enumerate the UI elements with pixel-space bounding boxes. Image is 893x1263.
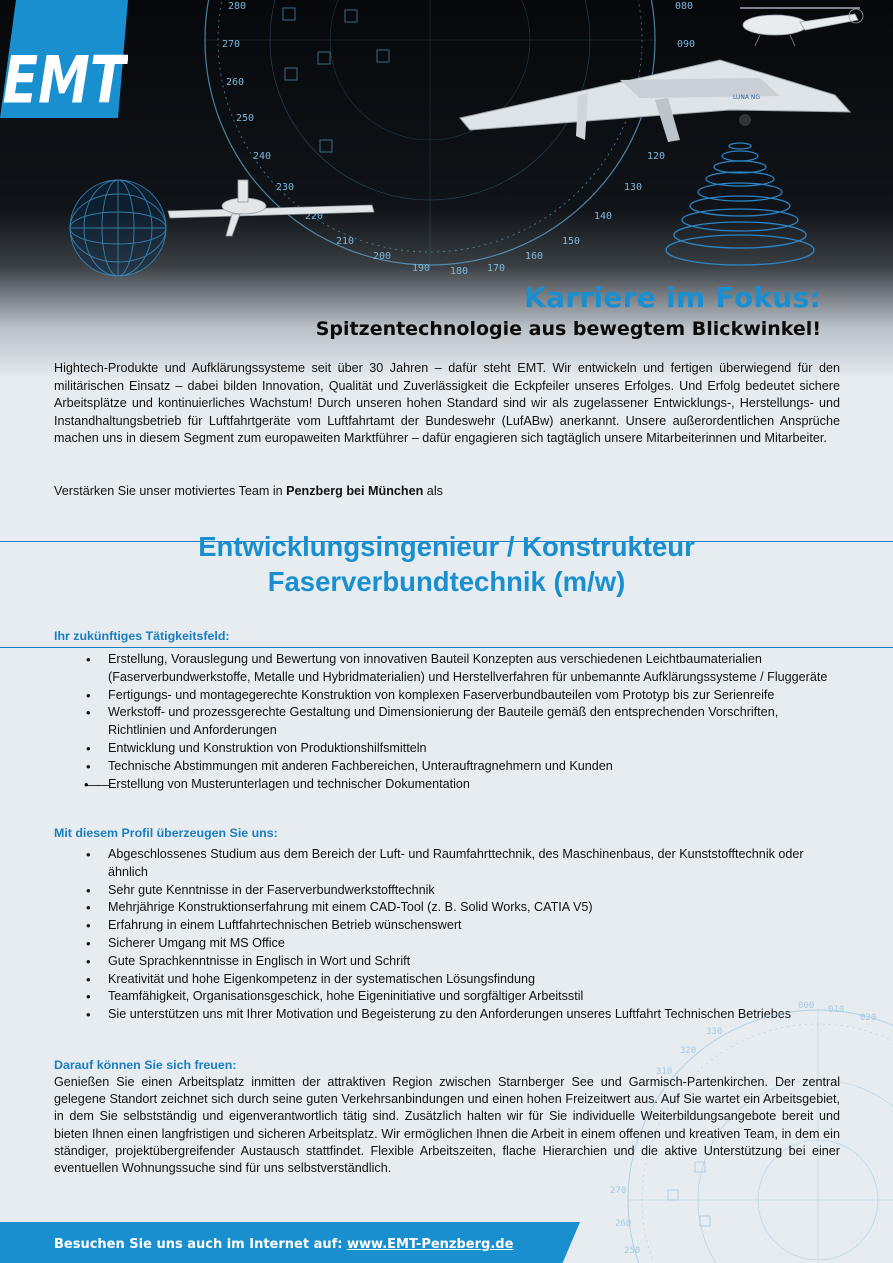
radar-tick: 150: [562, 236, 581, 247]
radar-tick: 270: [610, 1186, 627, 1196]
drone-small-icon: [168, 180, 374, 236]
tasks-list: [86, 651, 836, 793]
radar-tick: 160: [525, 251, 544, 262]
radar-tick: 260: [226, 77, 245, 88]
radar-tick: 250: [624, 1246, 641, 1256]
radar-tick: 270: [222, 39, 241, 50]
job-title: [0, 529, 893, 599]
radar-tick: 170: [487, 263, 506, 274]
list-item: • Entwicklung und Konstruktion von Produktionshilfsmitteln: [86, 740, 836, 758]
radar-tick: 120: [647, 151, 666, 162]
globe-icon: [70, 180, 166, 276]
list-item: •—— Erstellung von Musterunterlagen und technischer Dokumentation: [86, 776, 836, 794]
intro-paragraph: Hightech-Produkte und Aufklärungssysteme seit über 30 Jahren – dafür steht EMT. Wir entwickeln und fertigen überwiegend für den militärischen Einsatz – dabei bilden Innovation, Qualität und Zuverlässigkeit die Eckpfeiler unseres Erfolges. Und Erfolg bedeutet sichere Arbeitsplätze und kontinuierliches Wachstum! Durch unseren hohen Standard sind wir als zugelassener Entwicklungs-, Herstellungs- und Instandhaltungsbetrieb für Luftfahrtgeräte vom Luftfahrtamt der Bundeswehr (LufABw) anerkannt. Unsere außerordentlichen Ansprüche machen uns in diesem Segment zum europaweiten Marktführer – dafür engagieren sich tagtäglich unsere Mitarbeiterinnen und Mitarbeiter.: [54, 361, 840, 446]
benefits-paragraph: Genießen Sie einen Arbeitsplatz inmitten der attraktiven Region zwischen Starnberger See und Garmisch-Partenkirchen. Der zentral gelegene Standort zeichnet sich durch seine guten Verkehrsanbindungen und einen hohen Freizeitwert aus. Auf Sie wartet ein Arbeitsgebiet, in dem Sie selbstständig und eigenverantwortlich tätig sind. Zusätzlich halten wir für Sie individuelle Weiterbildungsangebote bereit und bieten Ihnen einen langfristigen und sicheren Arbeitsplatz. Wir ermöglichen Ihnen die Arbeit in einem offenen und kreativen Team, in dem ein ständiger, projektübergreifender Austausch stattfindet. Flexible Arbeitszeiten, flache Hierarchien und die aktive Unterstützung bei einer eventuellen Wohnungssuche sind für uns selbstverständlich.: [54, 1075, 840, 1176]
radar-tick: 210: [336, 236, 355, 247]
radar-tick: 320: [680, 1046, 697, 1056]
radar-tick: 090: [677, 39, 696, 50]
radar-tick: 260: [615, 1219, 632, 1229]
radar-tick: 280: [228, 1, 247, 12]
list-item: • Werkstoff- und prozessgerechte Gestaltung und Dimensionierung der Bauteile gemäß den entsprechenden Vorschriften, Richtlinien und Anforderungen: [86, 704, 836, 740]
job-title-line1: Entwicklungsingenieur / Konstrukteur: [198, 531, 695, 562]
list-item: • Kreativität und hohe Eigenkompetenz in der systematischen Lösungsfindung: [86, 971, 836, 989]
footer-prefix: Besuchen Sie uns auch im Internet auf:: [54, 1237, 348, 1252]
signal-waves-icon: [666, 143, 814, 265]
radar-tick: 190: [412, 263, 431, 274]
list-item: • Sie unterstützen uns mit Ihrer Motivation und Begeisterung zu den Anforderungen unseres Luftfahrt Technischen Betriebes: [86, 1006, 836, 1024]
benefits-heading: Darauf können Sie sich freuen:: [54, 1058, 237, 1072]
radar-tick: 140: [594, 211, 613, 222]
radar-tick: 250: [236, 113, 255, 124]
drone-large-icon: [460, 60, 850, 142]
radar-tick: 310: [656, 1067, 673, 1077]
radar-tick: 230: [276, 182, 295, 193]
radar-tick: 330: [706, 1027, 723, 1037]
helicopter-icon: [740, 8, 863, 46]
join-location: Penzberg bei München: [286, 484, 424, 498]
page-title: Karriere im Fokus:: [524, 281, 821, 314]
radar-tick: 130: [624, 182, 643, 193]
radar-tick: 080: [675, 1, 694, 12]
radar-tick: 020: [860, 1013, 877, 1023]
join-suffix: als: [423, 484, 443, 498]
page-subtitle: Spitzentechnologie aus bewegtem Blickwinkel!: [315, 318, 821, 340]
list-item: • Abgeschlossenes Studium aus dem Bereich der Luft- und Raumfahrttechnik, des Maschinenbaus, der Kunststofftechnik oder ähnlich: [86, 846, 836, 882]
tasks-heading: Ihr zukünftiges Tätigkeitsfeld:: [54, 629, 230, 643]
radar-tick: 010: [828, 1005, 845, 1015]
list-item: • Fertigungs- und montagegerechte Konstruktion von komplexen Faserverbundbauteilen vom Prototyp bis zur Serienreife: [86, 687, 836, 705]
list-item: • Mehrjährige Konstruktionserfahrung mit einem CAD-Tool (z. B. Solid Works, CATIA V5): [86, 899, 836, 917]
list-item: • Erfahrung in einem Luftfahrtechnischen Betrieb wünschenswert: [86, 917, 836, 935]
emt-logo: [0, 0, 128, 118]
list-item: • Sehr gute Kenntnisse in der Faserverbundwerkstofftechnik: [86, 882, 836, 900]
join-prefix: Verstärken Sie unser motiviertes Team in: [54, 484, 287, 498]
list-item: • Erstellung, Vorauslegung und Bewertung von innovativen Bauteil Konzepten aus verschiedenen Leichtbaumaterialien (Faserverbundwerkstoffe, Metalle und Hybridmaterialien) und Herstellverfahren für unbemannte Aufklärungssysteme / Fluggeräte: [86, 651, 836, 687]
radar-tick: 000: [798, 1001, 815, 1011]
logo-text: EMT: [2, 41, 126, 118]
radar-tick: 240: [253, 151, 272, 162]
tasks-divider: [0, 647, 893, 648]
footer-text: [54, 1237, 513, 1252]
profile-heading: Mit diesem Profil überzeugen Sie uns:: [54, 826, 278, 840]
website-link[interactable]: www.EMT-Penzberg.de: [347, 1237, 514, 1252]
join-line: [54, 483, 840, 501]
drone-label: LUNA NG: [733, 94, 761, 101]
list-item: • Teamfähigkeit, Organisationsgeschick, hohe Eigeninitiative und sorgfältiger Arbeitsstil: [86, 988, 836, 1006]
hero-banner: [0, 0, 893, 380]
list-item: • Technische Abstimmungen mit anderen Fachbereichen, Unterauftragnehmern und Kunden: [86, 758, 836, 776]
radar-tick: 220: [305, 211, 324, 222]
radar-tick: 180: [450, 266, 469, 277]
radar-tick: 200: [373, 251, 392, 262]
job-title-line2: Faserverbundtechnik (m/w): [267, 566, 626, 597]
list-item: • Sicherer Umgang mit MS Office: [86, 935, 836, 953]
list-item: • Gute Sprachkenntnisse in Englisch in Wort und Schrift: [86, 953, 836, 971]
